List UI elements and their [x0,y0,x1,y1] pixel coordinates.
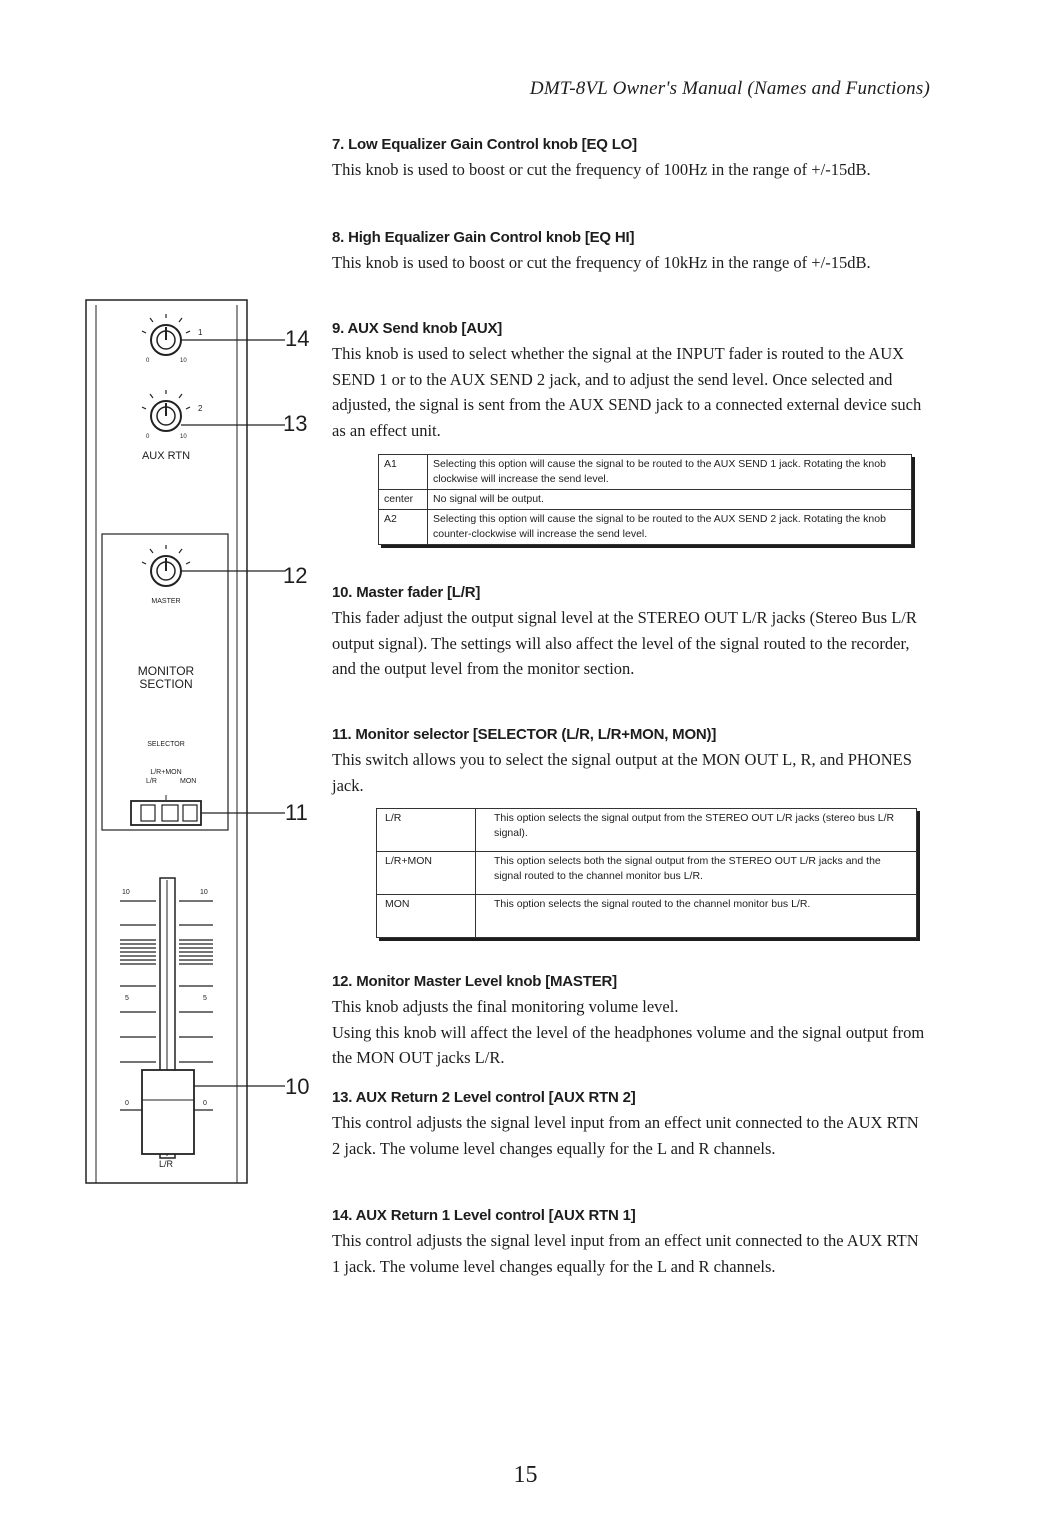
option-key: center [379,490,428,510]
monitor-selector-switch-icon [131,795,285,825]
callout-10: 10 [285,1074,310,1099]
option-key: A2 [379,510,428,545]
monitor-section-line2: SECTION [139,677,193,691]
option-desc: This option selects the signal output from the STEREO OUT L/R jacks (stereo bus L/R signal). [476,809,917,852]
knob2-mark: 2 [198,404,203,413]
master-label: MASTER [151,598,181,605]
section-body: This switch allows you to select the signal output at the MON OUT L, R, and PHONES jack. [332,750,912,795]
section-monitor-selector [332,726,929,798]
callout-11: 11 [285,800,308,825]
option-desc: This option selects both the signal output from the STEREO OUT L/R jacks and the signal routed to the channel monitor bus L/R. [476,852,917,895]
selector-options-table [376,808,917,938]
master-fader-icon [120,878,285,1158]
aux-options-table [378,454,912,545]
table-row [377,852,917,895]
fader-scale-0-left: 0 [125,1100,129,1107]
monitor-section-label [116,665,216,691]
section-body: This control adjusts the signal level input from an effect unit connected to the AUX RTN 1 jack. The volume level changes equally for the L and R channels. [332,1231,919,1276]
knob1-mark: 1 [198,328,203,337]
table-row [379,490,912,510]
section-aux-rtn-2 [332,1089,929,1161]
section-body-2: Using this knob will affect the level of the headphones volume and the signal output from the MON OUT jacks L/R. [332,1022,925,1067]
knob2-scale-min: 0 [146,434,150,440]
section-body: This fader adjust the output signal level at the STEREO OUT L/R jacks (Stereo Bus L/R output signal). The settings will also affect the level of the signal routed to the recorder, and the output level from the monitor section. [332,608,917,678]
callout-13: 13 [283,411,308,436]
table-row [379,510,912,545]
aux-rtn-1-knob-icon [142,314,285,355]
fader-scale-5-left: 5 [125,995,129,1002]
section-title: 14. AUX Return 1 Level control [AUX RTN 1] [332,1207,636,1224]
selector-top-label: L/R+MON [150,769,182,776]
page-number: 15 [513,1462,538,1488]
section-body: This control adjusts the signal level input from an effect unit connected to the AUX RTN 2 jack. The volume level changes equally for the L and R channels. [332,1113,919,1158]
fader-knob [142,1070,194,1154]
option-desc: This option selects the signal routed to the channel monitor bus L/R. [476,895,917,938]
section-title: 12. Monitor Master Level knob [MASTER] [332,973,617,990]
option-key: MON [377,895,476,938]
knob2-scale-max: 10 [180,434,187,440]
section-title: 8. High Equalizer Gain Control knob [EQ HI] [332,229,635,246]
table-row [377,895,917,938]
section-title: 9. AUX Send knob [AUX] [332,320,503,337]
section-title: 10. Master fader [L/R] [332,584,481,601]
option-key: L/R [377,809,476,852]
fader-label: L/R [158,1159,173,1169]
section-body: This knob is used to select whether the signal at the INPUT fader is routed to the AUX SEND 1 or to the AUX SEND 2 jack, and to adjust the send level. Once selected and adjusted, the signal is sent from the AUX SEND jack to a connected external device such as an effect unit. [332,344,922,440]
monitor-section-line1: MONITOR [137,664,195,678]
knob1-scale-max: 10 [180,358,187,364]
section-body: This knob is used to boost or cut the frequency of 10kHz in the range of +/-15dB. [332,253,871,272]
section-title: 13. AUX Return 2 Level control [AUX RTN 2] [332,1089,636,1106]
section-title: 7. Low Equalizer Gain Control knob [EQ LO] [332,136,637,153]
aux-rtn-label: AUX RTN [141,450,191,462]
fader-scale-5-right: 5 [203,995,207,1002]
section-eq-hi [332,229,929,276]
knob1-scale-min: 0 [146,358,150,364]
option-desc: Selecting this option will cause the signal to be routed to the AUX SEND 2 jack. Rotating the knob counter-clockwise will increase the send level. [428,510,912,545]
running-header: DMT-8VL Owner's Manual (Names and Functions) [529,78,930,99]
callout-14: 14 [285,326,310,351]
option-key: L/R+MON [377,852,476,895]
selector-left-label: L/R [146,778,157,785]
section-monitor-master [332,973,929,1071]
section-master-fader [332,584,929,682]
fader-scale-10-left: 10 [122,889,130,896]
section-body: This knob is used to boost or cut the frequency of 100Hz in the range of +/-15dB. [332,160,871,179]
option-desc: No signal will be output. [428,490,912,510]
section-aux-rtn-1 [332,1207,929,1279]
selector-right-label: MON [180,778,197,785]
section-eq-lo [332,136,929,183]
table-row [379,455,912,490]
master-knob-icon [142,545,285,586]
fader-scale-0-right: 0 [203,1100,207,1107]
section-title: 11. Monitor selector [SELECTOR (L/R, L/R+MON, MON)] [332,726,717,743]
section-aux-send [332,320,929,443]
callout-12: 12 [283,563,308,588]
option-key: A1 [379,455,428,490]
table-row [377,809,917,852]
aux-rtn-2-knob-icon [142,390,285,431]
fader-scale-10-right: 10 [200,889,208,896]
section-body: This knob adjusts the final monitoring volume level. [332,997,679,1016]
selector-label: SELECTOR [147,741,185,748]
option-desc: Selecting this option will cause the signal to be routed to the AUX SEND 1 jack. Rotating the knob clockwise will increase the send level. [428,455,912,490]
